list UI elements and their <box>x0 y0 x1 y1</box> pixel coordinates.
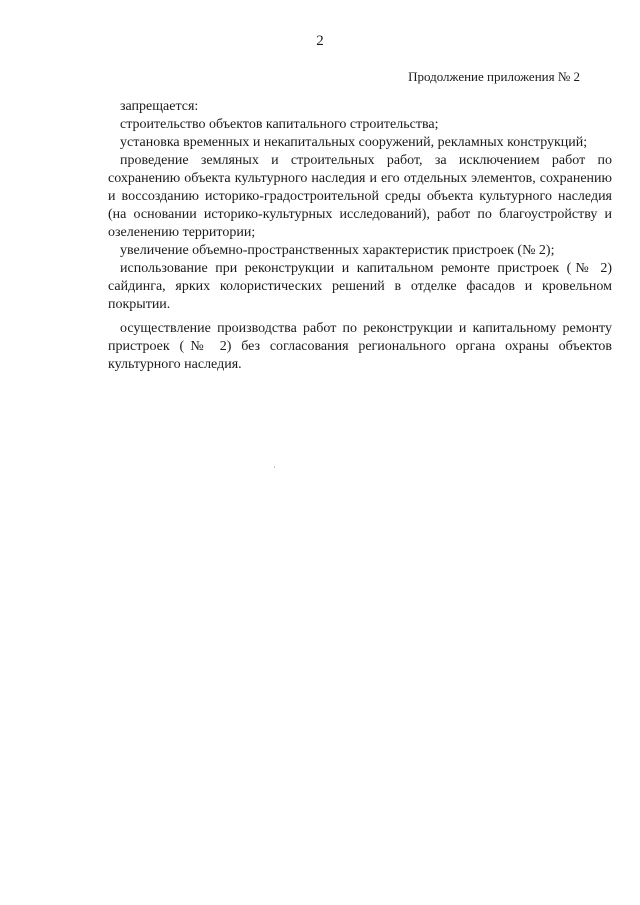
paragraph-volume-increase: увеличение объемно-пространственных характеристик пристроек (№ 2); <box>120 243 555 258</box>
paragraph-works-without-approval: осуществление производства работ по реконструкции и капитальному ремонту пристроек (№ 2) без согласования регионального органа охраны объектов культурного наследия. <box>108 321 612 372</box>
page-number: 2 <box>316 33 324 49</box>
document-body <box>108 98 612 374</box>
paragraph-earthworks: проведение земляных и строительных работ, за исключением работ по сохранению объекта культурного наследия и его отдельных элементов, сохранению и воссозданию историко-градостроительной среды объекта культурного наследия (на основании историко-культурных исследований), работ по благоустройству и озеленению территории; <box>108 153 612 240</box>
paragraph-siding-use: использование при реконструкции и капитальном ремонте пристроек (№ 2) сайдинга, ярких колористических решений в отделке фасадов и кровельном покрытии. <box>108 261 612 312</box>
appendix-continuation-note: Продолжение приложения № 2 <box>408 69 580 84</box>
scan-artifact <box>274 466 275 468</box>
paragraph-prohibited-intro: запрещается: <box>120 99 199 114</box>
paragraph-temporary-structures: установка временных и некапитальных сооружений, рекламных конструкций; <box>120 135 588 150</box>
paragraph-capital-construction: строительство объектов капитального строительства; <box>120 117 439 132</box>
